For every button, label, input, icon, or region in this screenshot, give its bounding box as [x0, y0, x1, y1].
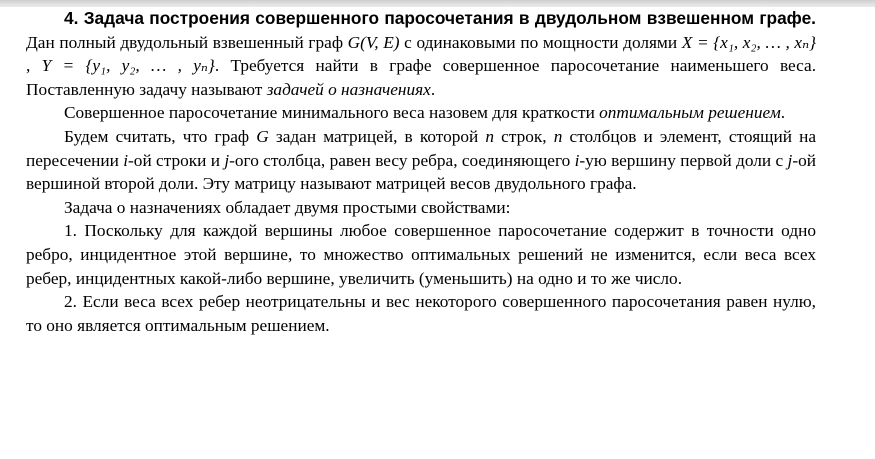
section-heading: 4. Задача построения совершенного паросочетания в двудольном взвешенном графе. — [64, 8, 816, 28]
set-x-formula: X = {x₁, x₂, … , xₙ} — [681, 32, 816, 52]
math-symbol: n — [553, 126, 563, 146]
text-run: столбцов и элемент, стоящий на пересечении — [26, 126, 816, 170]
text-run: строк, — [494, 126, 554, 146]
math-symbol: n — [485, 126, 495, 146]
math-symbol: j — [787, 150, 793, 170]
document-page — [26, 7, 816, 337]
set-y-formula: Y = {y₁, y₂, … , yₙ} — [41, 56, 215, 76]
text-run: -ой строки и — [128, 150, 225, 170]
property-1-paragraph: 1. Поскольку для каждой вершины любое совершенное паросочетание содержит в точности одно ребро, инцидентное этой вершине, то множество оптимальных решений не изменится, если веса всех ребер, инцидентных какой-либо вершине, увеличить (уменьшить) на одно и то же число. — [26, 221, 816, 288]
text-run: задан матрицей, в которой — [268, 126, 486, 146]
math-symbol: i — [574, 150, 580, 170]
text-run: Будем считать, что граф — [64, 126, 257, 146]
assignment-problem-term: задачей о назначениях — [266, 79, 431, 99]
text-run: . Требуется найти в графе совершенное паросочетание наименьшего веса. Поставленную задачу называют — [26, 56, 817, 99]
text-run: Совершенное паросочетание минимального веса назовем для краткости — [64, 103, 600, 123]
optimal-solution-term: оптимальным решением — [599, 103, 781, 123]
property-2-paragraph: 2. Если веса всех ребер неотрицательны и вес некоторого совершенного паросочетания равен нулю, то оно является оптимальным решением. — [26, 292, 816, 335]
optimal-solution-paragraph — [26, 101, 816, 125]
text-run: -ую вершину первой доли с — [579, 150, 788, 170]
text-run: с одинаковыми по мощности долями — [399, 32, 682, 52]
math-symbol: G — [256, 126, 269, 146]
graph-formula: G(V, E) — [347, 32, 400, 52]
text-run: , — [26, 56, 42, 76]
text-run: Дан полный двудольный взвешенный граф — [26, 32, 348, 52]
weight-matrix-paragraph — [26, 125, 816, 196]
text-run: . — [430, 79, 436, 99]
section-4-paragraph — [26, 7, 816, 101]
text-run: -ой вершиной второй доли. Эту матрицу называют матрицей весов двудольного графа. — [26, 150, 816, 194]
text-run: . — [780, 103, 786, 123]
math-symbol: j — [224, 150, 230, 170]
viewer-top-edge — [0, 0, 875, 7]
text-run: -ого столбца, равен весу ребра, соединяющего — [229, 150, 575, 170]
properties-intro-paragraph: Задача о назначениях обладает двумя простыми свойствами: — [64, 197, 511, 217]
math-symbol: i — [123, 150, 129, 170]
